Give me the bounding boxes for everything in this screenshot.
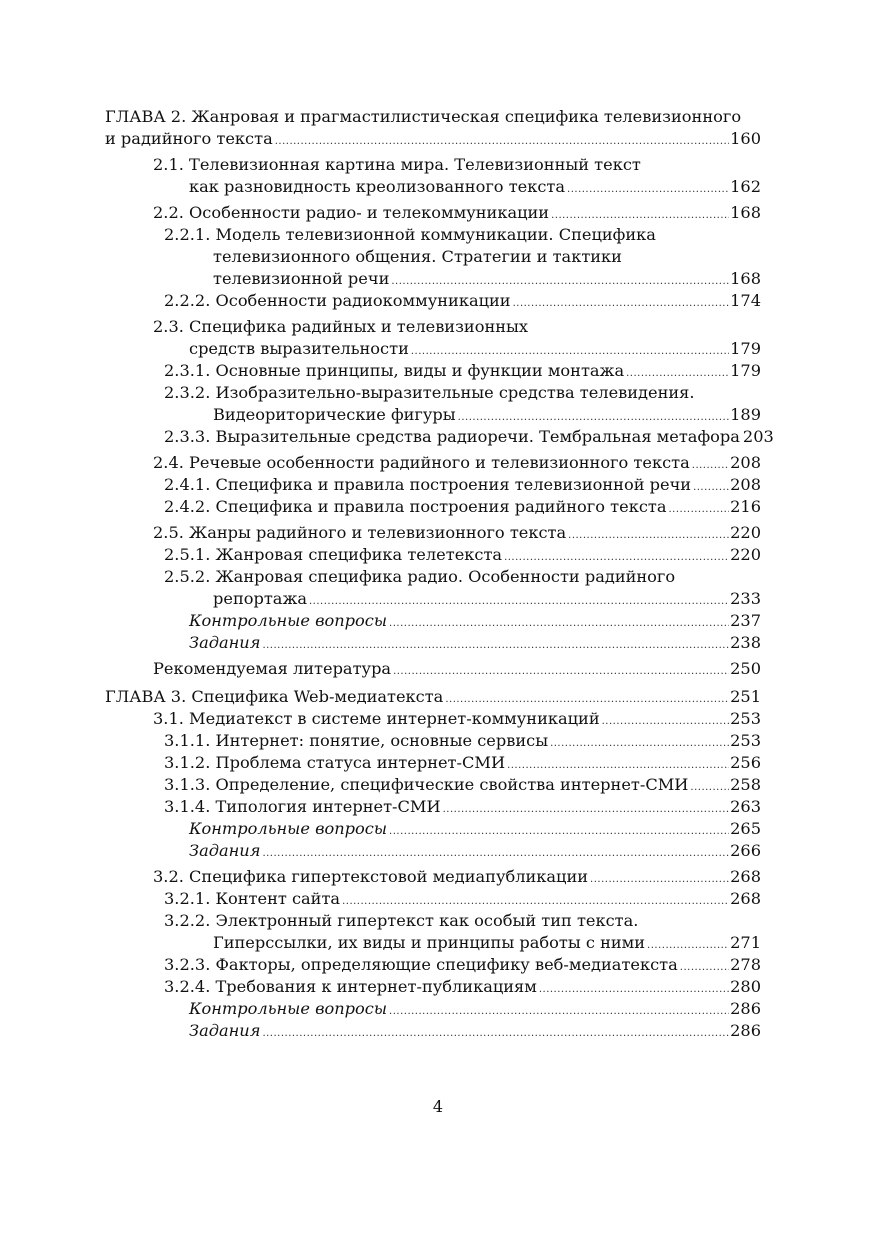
toc-entry-title: телевизионного общения. Стратегии и тактики [213,247,622,266]
toc-entry-title: 3.2. Специфика гипертекстовой медиапубликации [153,867,589,886]
toc-entry-title: 2.2. Особенности радио- и телекоммуникации [153,203,550,222]
toc-line [105,246,761,268]
toc-leader-dots [692,455,729,477]
toc-page-number: 220 [730,545,761,564]
toc-entry[interactable] [105,708,761,730]
toc-line [105,932,761,954]
toc-leader-dots [680,957,729,979]
toc-leader-dots [389,613,729,635]
toc-line [105,686,761,708]
toc-line [105,566,761,588]
toc-entry-title: как разновидность креолизованного текста [189,177,566,196]
toc-page-number: 174 [730,291,761,310]
toc-page-number: 253 [730,709,761,728]
toc-entry[interactable] [105,658,761,680]
toc-leader-dots [513,293,730,315]
toc-page-number: 162 [730,177,761,196]
toc-leader-dots [262,635,729,657]
toc-page-number: 208 [730,453,761,472]
toc-leader-dots [669,499,730,521]
toc-line [105,910,761,932]
toc-line [105,474,761,496]
toc-line [105,796,761,818]
toc-entry[interactable] [105,496,761,518]
toc-page-number: 286 [730,999,761,1018]
table-of-contents [105,106,774,1042]
toc-line [105,730,761,752]
toc-entry-title: 2.2.1. Модель телевизионной коммуникации. Специфика [164,225,656,244]
toc-line [105,496,761,518]
toc-entry-title: 2.2.2. Особенности радиокоммуникации [164,291,511,310]
toc-entry-title: 3.1.1. Интернет: понятие, основные сервисы [164,731,549,750]
toc-leader-dots [389,1001,729,1023]
toc-entry-title: 3.2.2. Электронный гипертекст как особый тип текста. [164,911,639,930]
toc-page-number: 266 [730,841,761,860]
toc-entry-title: 3.2.1. Контент сайта [164,889,341,908]
toc-line [105,338,761,360]
toc-entry[interactable] [105,610,761,632]
toc-entry[interactable] [105,106,761,150]
toc-entry-title: 2.4.2. Специфика и правила построения радийного текста [164,497,667,516]
toc-page-number: 168 [730,203,761,222]
toc-entry-title: 3.2.4. Требования к интернет-публикациям [164,977,537,996]
toc-entry[interactable] [105,522,761,544]
toc-line [105,752,761,774]
toc-entry-title: Задания [189,1021,261,1040]
toc-line [105,176,761,198]
toc-entry-title: ГЛАВА 3. Специфика Web-медиатекста [105,687,444,706]
toc-entry-title: средств выразительности [189,339,409,358]
toc-entry-title: Контрольные вопросы [189,611,388,630]
toc-leader-dots [567,179,729,201]
toc-line [105,382,761,404]
toc-entry[interactable] [105,290,761,312]
toc-leader-dots [275,131,729,153]
toc-page-number: 263 [730,797,761,816]
toc-page-number: 251 [730,687,761,706]
toc-entry-title: 2.4. Речевые особенности радийного и телевизионного текста [153,453,690,472]
toc-page-number: 203 [742,427,774,446]
toc-entry-title: 3.1.4. Типология интернет-СМИ [164,797,441,816]
toc-entry[interactable] [105,840,761,862]
toc-entry-title: Задания [189,841,261,860]
toc-page-number: 265 [730,819,761,838]
toc-entry-title: Рекомендуемая литература [153,659,392,678]
toc-line [105,976,761,998]
toc-entry-title: 2.3. Специфика радийных и телевизионных [153,317,529,336]
toc-entry-title: 2.5.1. Жанровая специфика телетекста [164,545,503,564]
toc-page-number: 238 [730,633,761,652]
toc-line [105,632,761,654]
toc-line [105,290,761,312]
toc-entry-title: Контрольные вопросы [189,819,388,838]
toc-entry-title: 2.3.3. Выразительные средства радиоречи. Тембральная метафора [164,427,740,446]
toc-leader-dots [568,525,729,547]
toc-entry-title: 3.2.3. Факторы, определяющие специфику веб-медиатекста [164,955,678,974]
page-number: 4 [432,1097,444,1116]
toc-page-number: 271 [730,933,761,952]
toc-line [105,888,761,910]
toc-entry[interactable] [105,224,761,290]
toc-line [105,154,761,176]
toc-entry-title: телевизионной речи [213,269,390,288]
toc-line [105,316,761,338]
toc-page-number: 237 [730,611,761,630]
toc-entry[interactable] [105,910,761,954]
toc-entry-title: Гиперссылки, их виды и принципы работы с ними [213,933,646,952]
toc-line [105,998,761,1020]
toc-page-number: 179 [730,361,761,380]
toc-line [105,360,761,382]
toc-line [105,224,761,246]
toc-page-number: 208 [730,475,761,494]
toc-page-number: 286 [730,1021,761,1040]
toc-page-number: 253 [730,731,761,750]
toc-leader-dots [539,979,729,1001]
toc-leader-dots [690,777,729,799]
toc-page-number: 268 [730,889,761,908]
toc-line [105,866,761,888]
toc-entry[interactable] [105,774,761,796]
toc-entry-title: 2.3.1. Основные принципы, виды и функции монтажа [164,361,625,380]
toc-entry[interactable] [105,426,774,448]
toc-page-number: 160 [730,129,761,148]
toc-entry[interactable] [105,566,761,610]
toc-entry[interactable] [105,730,761,752]
toc-entry-title: 2.1. Телевизионная картина мира. Телевизионный текст [153,155,641,174]
toc-entry[interactable] [105,474,761,496]
toc-leader-dots [443,799,729,821]
toc-line [105,522,761,544]
toc-leader-dots [693,477,729,499]
toc-entry-title: 3.1.2. Проблема статуса интернет-СМИ [164,753,506,772]
toc-entry-title: 2.3.2. Изобразительно-выразительные средства телевидения. [164,383,695,402]
toc-line [105,818,761,840]
toc-leader-dots [393,661,729,683]
toc-entry-title: Видеориторические фигуры [213,405,456,424]
toc-entry-title: и радийного текста [105,129,273,148]
toc-entry-title: 3.1.3. Определение, специфические свойства интернет-СМИ [164,775,689,794]
toc-line [105,128,761,150]
toc-entry-title: 2.5.2. Жанровая специфика радио. Особенности радийного [164,567,676,586]
toc-line [105,404,761,426]
toc-entry[interactable] [105,976,761,998]
toc-entry[interactable] [105,544,761,566]
toc-leader-dots [389,821,729,843]
toc-page-number: 280 [730,977,761,996]
toc-page-number: 179 [730,339,761,358]
toc-page-number: 258 [730,775,761,794]
toc-line [105,774,761,796]
toc-line [105,588,761,610]
toc-line [105,268,761,290]
toc-entry[interactable] [105,888,761,910]
toc-entry[interactable] [105,1020,761,1042]
toc-line [105,1020,761,1042]
toc-page-number: 250 [730,659,761,678]
toc-line [105,106,761,128]
toc-line [105,544,761,566]
toc-leader-dots [262,843,729,865]
toc-entry[interactable] [105,452,761,474]
toc-line [105,954,761,976]
toc-page-number: 168 [730,269,761,288]
toc-leader-dots [550,733,729,755]
toc-entry[interactable] [105,202,761,224]
toc-leader-dots [262,1023,729,1045]
toc-page-number: 278 [730,955,761,974]
toc-entry-title: 2.4.1. Специфика и правила построения телевизионной речи [164,475,692,494]
toc-entry-title: Контрольные вопросы [189,999,388,1018]
toc-entry[interactable] [105,382,761,426]
toc-entry-title: репортажа [213,589,307,608]
toc-page-number: 256 [730,753,761,772]
toc-entry[interactable] [105,954,761,976]
toc-line [105,708,761,730]
toc-entry[interactable] [105,796,761,818]
toc-leader-dots [590,869,729,891]
toc-line [105,658,761,680]
toc-page-number: 216 [730,497,761,516]
toc-line [105,840,761,862]
toc-entry[interactable] [105,154,761,198]
toc-line [105,426,774,448]
toc-line [105,610,761,632]
toc-entry[interactable] [105,360,761,382]
toc-page-number: 220 [730,523,761,542]
toc-entry-title: Задания [189,633,261,652]
toc-entry-title: 2.5. Жанры радийного и телевизионного текста [153,523,567,542]
toc-page-number: 189 [730,405,761,424]
toc-line [105,202,761,224]
toc-entry[interactable] [105,998,761,1020]
toc-page-number: 268 [730,867,761,886]
toc-entry[interactable] [105,632,761,654]
toc-entry[interactable] [105,818,761,840]
toc-leader-dots [602,711,729,733]
toc-entry-title: 3.1. Медиатекст в системе интернет-коммуникаций [153,709,600,728]
toc-entry[interactable] [105,752,761,774]
toc-line [105,452,761,474]
toc-entry-title: ГЛАВА 2. Жанровая и прагмастилистическая специфика телевизионного [105,107,742,126]
toc-entry[interactable] [105,866,761,888]
toc-entry[interactable] [105,316,761,360]
toc-entry[interactable] [105,686,761,708]
toc-page-number: 233 [730,589,761,608]
